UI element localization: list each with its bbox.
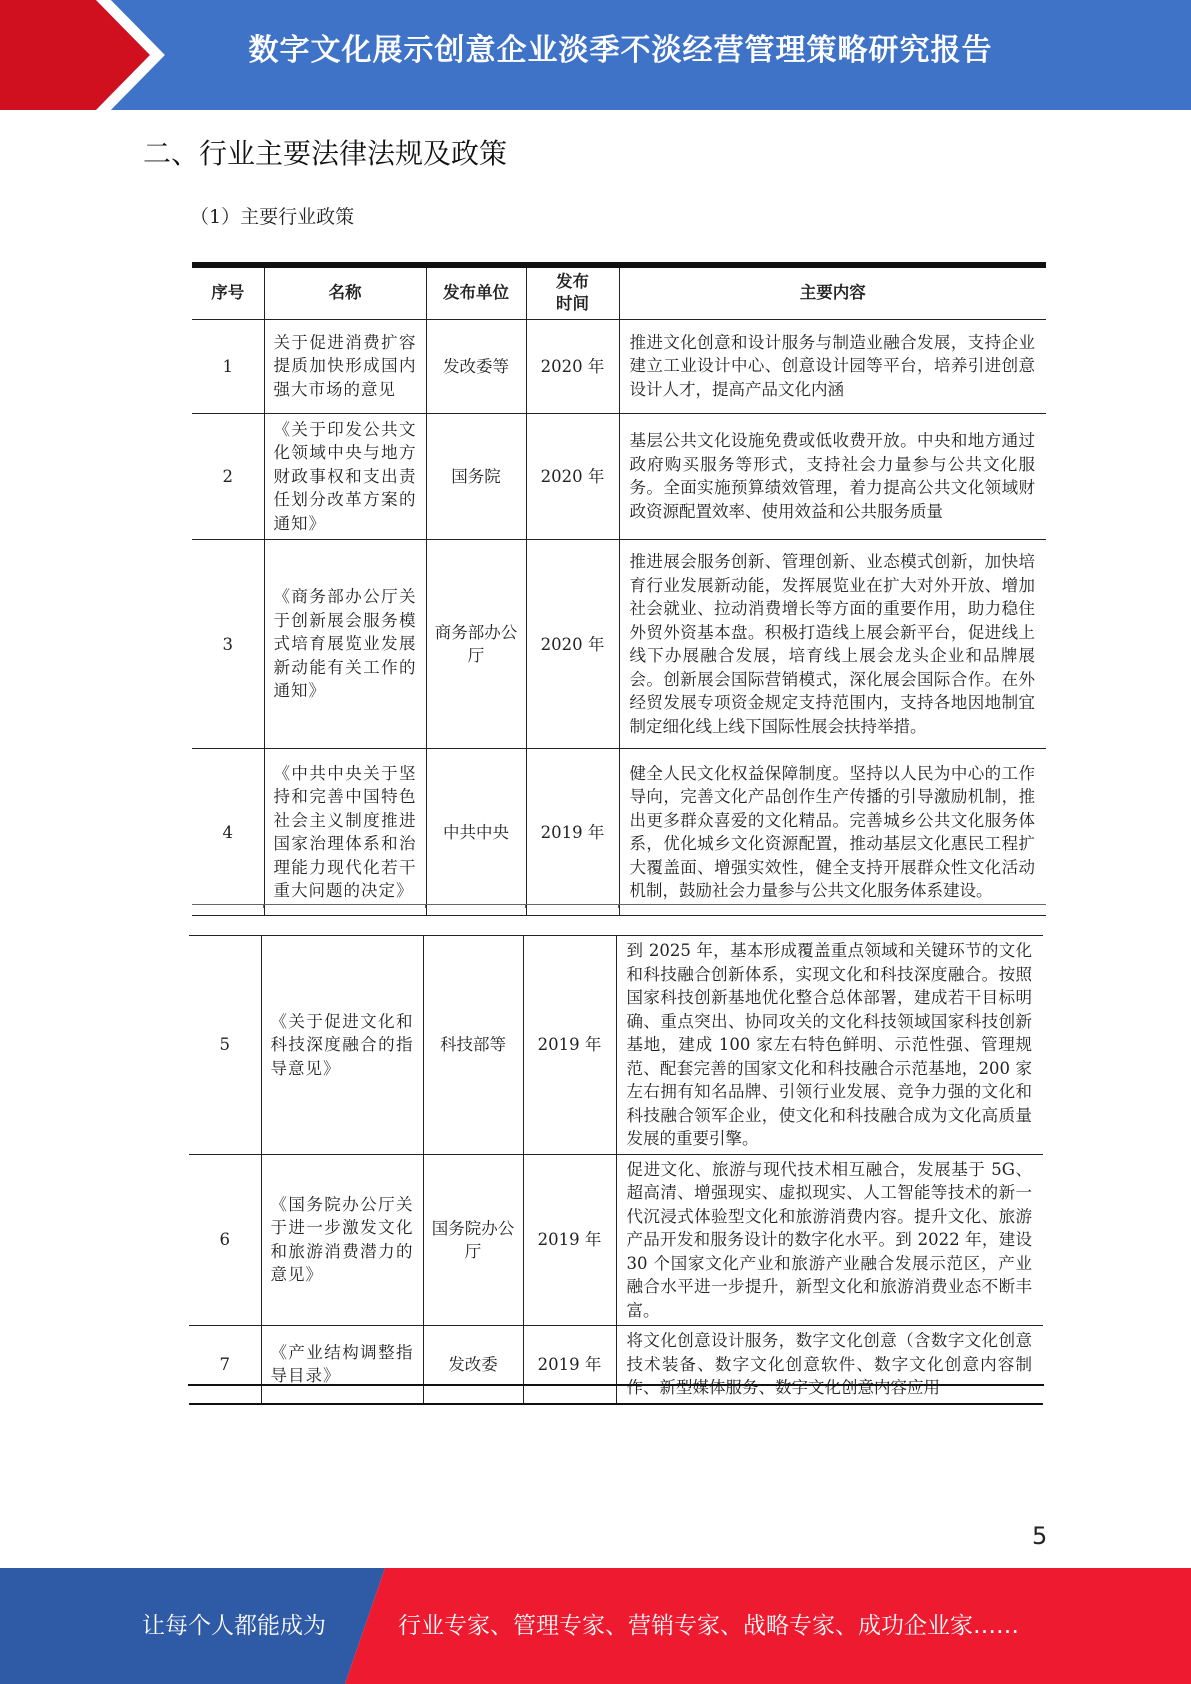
row-name: 关于促进消费扩容提质加快形成国内强大市场的意见 bbox=[264, 319, 426, 413]
row-org: 中共中央 bbox=[426, 749, 526, 916]
row-content: 到 2025 年，基本形成覆盖重点领域和关键环节的文化和科技融合创新体系，实现文化和科技深度融合。按照国家科技创新基地优化整合总体部署，建成若干目标明确、重点突出、协同攻关的文化科技领域国家科技创新基地，建成 100 家左右特色鲜明、示范性强、管理规范、配套完善的国家文化和科技融合示范基地，200 家左右拥有知名品牌、引领行业发展、竞争力强的文化和科技融合领军企业，使文化和科技融合成为文化高质量发展的重要引擎。 bbox=[616, 936, 1043, 1155]
row-no: 2 bbox=[192, 413, 264, 540]
row-time: 2020 年 bbox=[526, 413, 619, 540]
footer-slogan-left: 让每个人都能成为 bbox=[142, 1613, 326, 1639]
row-time: 2019 年 bbox=[526, 749, 619, 916]
table-cut-stub bbox=[425, 904, 426, 908]
policy-table-part2 bbox=[189, 935, 1043, 1405]
row-no: 7 bbox=[189, 1326, 261, 1404]
row-name: 《商务部办公厅关于创新展会服务模式培育展览业发展新动能有关工作的通知》 bbox=[264, 540, 426, 749]
header-banner bbox=[0, 0, 1191, 110]
table-header-row bbox=[192, 265, 1046, 319]
row-name: 《国务院办公厅关于进一步激发文化和旅游消费潜力的意见》 bbox=[261, 1154, 423, 1326]
table-row bbox=[189, 1326, 1043, 1404]
row-no: 1 bbox=[192, 319, 264, 413]
table-cut-stub bbox=[618, 904, 619, 908]
row-name: 《产业结构调整指导目录》 bbox=[261, 1326, 423, 1404]
table-cut-line bbox=[192, 904, 1046, 905]
row-no: 6 bbox=[189, 1154, 261, 1326]
row-time: 2020 年 bbox=[526, 319, 619, 413]
row-org: 科技部等 bbox=[423, 936, 523, 1155]
row-name: 《关于促进文化和科技深度融合的指导意见》 bbox=[261, 936, 423, 1155]
row-time: 2019 年 bbox=[523, 1326, 616, 1404]
table-row bbox=[192, 749, 1046, 916]
row-org: 发改委 bbox=[423, 1326, 523, 1404]
table-cut-stub bbox=[263, 904, 264, 908]
header-content: 主要内容 bbox=[619, 265, 1046, 319]
row-time: 2019 年 bbox=[523, 1154, 616, 1326]
table-row bbox=[189, 1154, 1043, 1326]
page-number: 5 bbox=[1032, 1522, 1048, 1550]
row-time: 2020 年 bbox=[526, 540, 619, 749]
header-time-line2: 时间 bbox=[556, 294, 589, 314]
table-row bbox=[192, 319, 1046, 413]
footer-slogan-right: 行业专家、管理专家、营销专家、战略专家、成功企业家…… bbox=[398, 1613, 1019, 1639]
row-org: 国务院 bbox=[426, 413, 526, 540]
row-time: 2019 年 bbox=[523, 936, 616, 1155]
header-time bbox=[526, 265, 619, 319]
row-org: 商务部办公厅 bbox=[426, 540, 526, 749]
table-double-rule bbox=[188, 1384, 1044, 1386]
row-content: 将文化创意设计服务，数字文化创意（含数字文化创意技术装备、数字文化创意软件、数字文化创意内容制作、新型媒体服务、数字文化创意内容应用 bbox=[616, 1326, 1043, 1404]
row-no: 4 bbox=[192, 749, 264, 916]
row-name: 《中共中央关于坚持和完善中国特色社会主义制度推进国家治理体系和治理能力现代化若干重大问题的决定》 bbox=[264, 749, 426, 916]
section-title: 二、行业主要法律法规及政策 bbox=[143, 137, 508, 170]
policy-table-part1 bbox=[192, 262, 1046, 916]
header-title: 数字文化展示创意企业淡季不淡经营管理策略研究报告 bbox=[248, 33, 993, 68]
row-org: 发改委等 bbox=[426, 319, 526, 413]
header-name: 名称 bbox=[264, 265, 426, 319]
header-org: 发布单位 bbox=[426, 265, 526, 319]
table-row bbox=[192, 413, 1046, 540]
row-content: 推进展会服务创新、管理创新、业态模式创新，加快培育行业发展新动能，发挥展览业在扩大对外开放、增加社会就业、拉动消费增长等方面的重要作用，助力稳住外贸外资基本盘。积极打造线上展会新平台，促进线上线下办展融合发展，培育线上展会龙头企业和品牌展会。创新展会国际营销模式，深化展会国际合作。在外经贸发展专项资金规定支持范围内，支持各地因地制宜制定细化线上线下国际性展会扶持举措。 bbox=[619, 540, 1046, 749]
row-org: 国务院办公厅 bbox=[423, 1154, 523, 1326]
table-row bbox=[192, 540, 1046, 749]
sub-title: （1）主要行业政策 bbox=[190, 206, 355, 228]
row-content: 健全人民文化权益保障制度。坚持以人民为中心的工作导向，完善文化产品创作生产传播的引导激励机制，推出更多群众喜爱的文化精品。完善城乡公共文化服务体系，优化城乡文化资源配置，推动基层文化惠民工程扩大覆盖面、增强实效性，健全支持开展群众性文化活动机制，鼓励社会力量参与公共文化服务体系建设。 bbox=[619, 749, 1046, 916]
header-time-line1: 发布 bbox=[556, 272, 589, 292]
table-cut-stub bbox=[525, 904, 526, 908]
header-no: 序号 bbox=[192, 265, 264, 319]
row-name: 《关于印发公共文化领域中央与地方财政事权和支出责任划分改革方案的通知》 bbox=[264, 413, 426, 540]
row-content: 基层公共文化设施免费或低收费开放。中央和地方通过政府购买服务等形式，支持社会力量参与公共文化服务。全面实施预算绩效管理，着力提高公共文化领域财政资源配置效率、使用效益和公共服务质量 bbox=[619, 413, 1046, 540]
row-no: 5 bbox=[189, 936, 261, 1155]
row-no: 3 bbox=[192, 540, 264, 749]
row-content: 促进文化、旅游与现代技术相互融合，发展基于 5G、超高清、增强现实、虚拟现实、人工智能等技术的新一代沉浸式体验型文化和旅游消费内容。提升文化、旅游产品开发和服务设计的数字化水平。到 2022 年，建设 30 个国家文化产业和旅游产业融合发展示范区，产业融合水平进一步提升，新型文化和旅游消费业态不断丰富。 bbox=[616, 1154, 1043, 1326]
footer-banner bbox=[0, 1568, 1191, 1684]
row-content: 推进文化创意和设计服务与制造业融合发展，支持企业建立工业设计中心、创意设计园等平台，培养引进创意设计人才，提高产品文化内涵 bbox=[619, 319, 1046, 413]
table-row bbox=[189, 936, 1043, 1155]
